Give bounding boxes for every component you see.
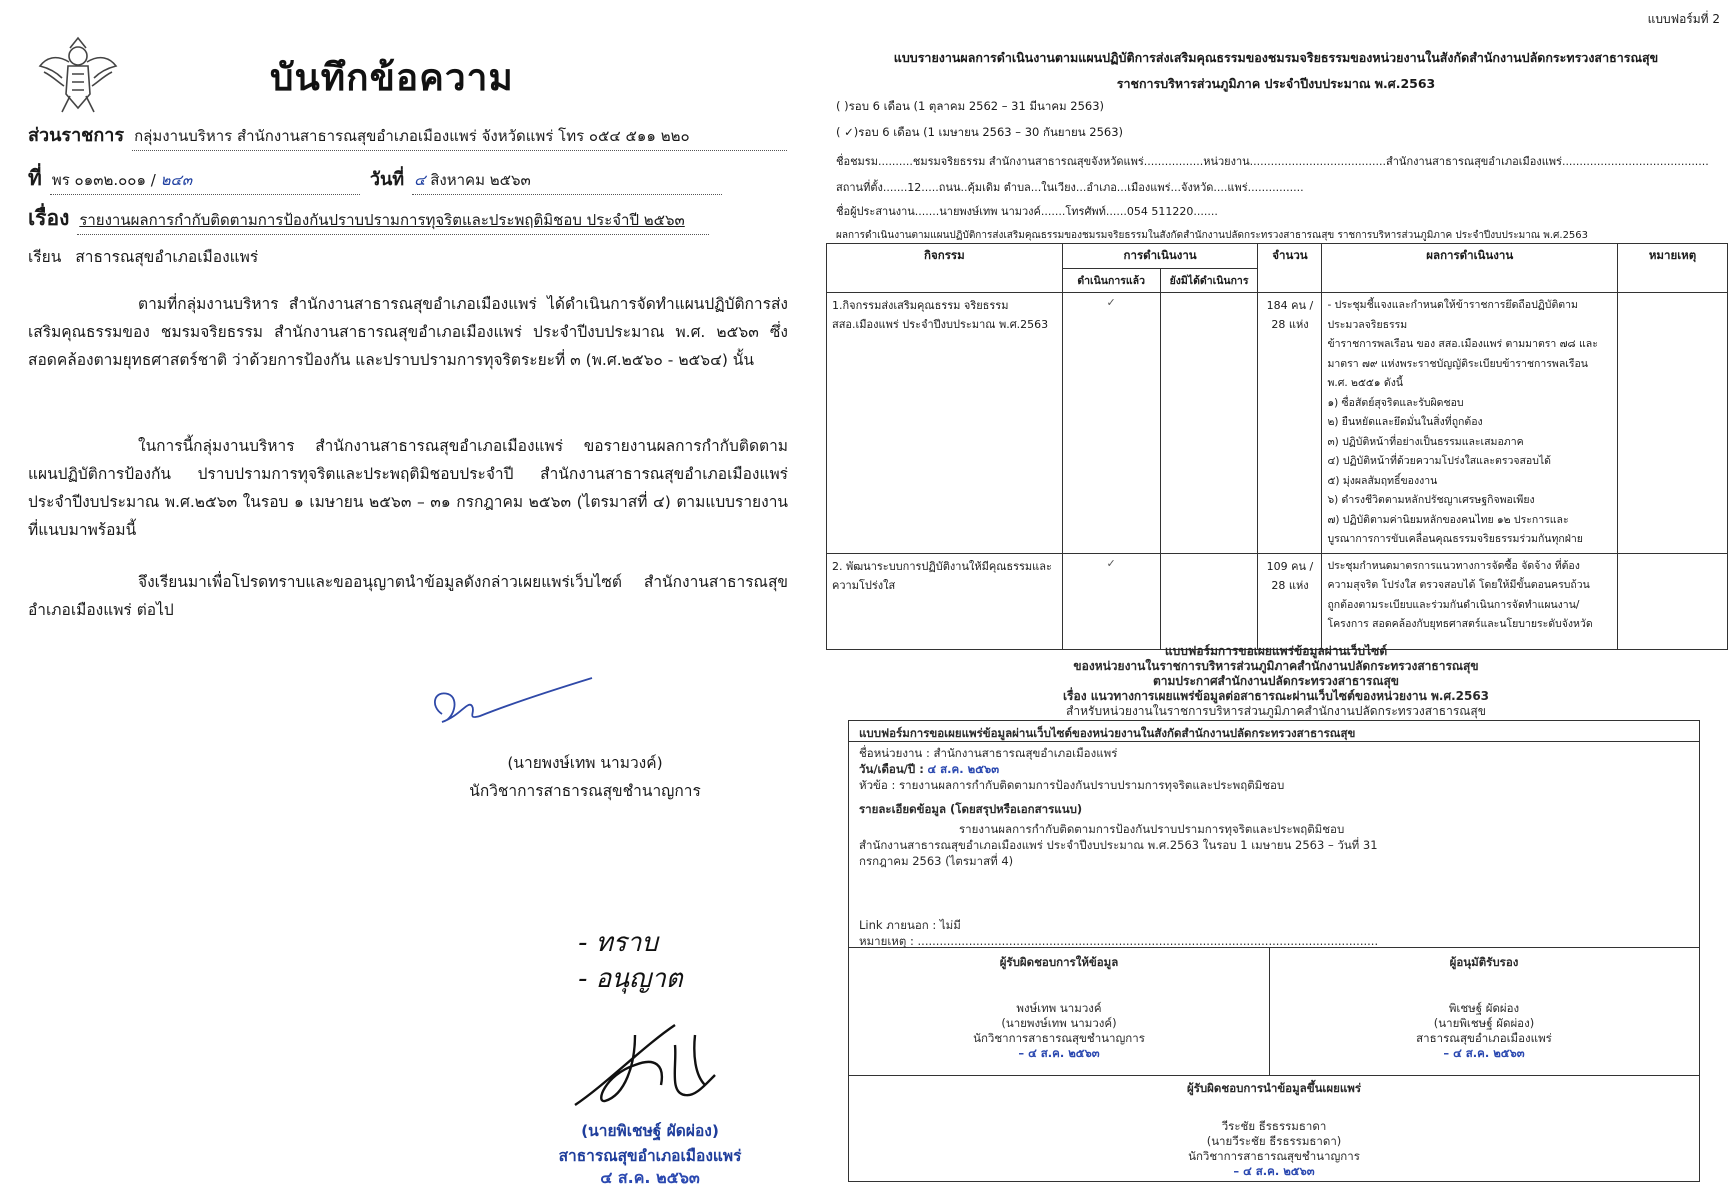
form-title-4: เรื่อง แนวทางการเผยแพร่ข้อมูลต่อสาธารณะผ่านเว็บไซต์ของหน่วยงาน พ.ศ.2563 [1062, 689, 1490, 703]
remark-line: หมายเหตุ : .............................................................................................................................. [859, 934, 1379, 948]
table-row [827, 293, 1728, 554]
form-title-1: แบบฟอร์มการขอเผยแพร่ข้อมูลผ่านเว็บไซต์ [1164, 644, 1388, 658]
reference-label: ที่ [28, 166, 42, 190]
form-box-title: แบบฟอร์มการขอเผยแพร่ข้อมูลผ่านเว็บไซต์ของหน่วยงานในสังกัดสำนักงานปลัดกระทรวงสาธารณสุข [859, 726, 1356, 740]
header-amount: จำนวน [1258, 244, 1322, 293]
summary-line: ผลการดำเนินงานตามแผนปฏิบัติการส่งเสริมคุณธรรมของชมรมจริยธรรมในสังกัดสำนักงานปลัดกระทรวงสาธารณสุข ราชการบริหารส่วนภูมิภาค ประจำปีงบประมาณ พ.ศ.2563 [836, 230, 1589, 241]
subject-row [28, 202, 709, 228]
header-notdone: ยังมิได้ดำเนินการ [1160, 269, 1258, 293]
signer-1-name: (นายพงษ์เทพ นามวงค์) [507, 754, 663, 772]
row-result: ประชุมกำหนดมาตรการแนวทางการจัดซื้อ จัดจ้าง ที่ต้อง ความสุจริต โปร่งใส ตรวจสอบได้ โดยให้มีขั้นตอนครบถ้วน ถูกต้องตามระเบียบและร่วมกันดำเนินการจัดทำแผนงาน/ โครงการ สอดคล้องกับยุทธศาสตร์และนโยบายระดับจังหวัด [1322, 553, 1618, 649]
form-divider [849, 741, 1699, 742]
subject-value: รายงานผลการกำกับติดตามการป้องกันปราบปรามการทุจริตและประพฤติมิชอบ ประจำปี ๒๕๖๓ [77, 208, 709, 235]
to-row [28, 244, 258, 270]
signer-1-position: นักวิชาการสาธารณสุขชำนาญการ [469, 782, 701, 800]
form-number: แบบฟอร์มที่ 2 [1647, 12, 1720, 26]
link-line: Link ภายนอก : ไม่มี [859, 918, 961, 932]
row-note [1618, 553, 1728, 649]
date-label: วันที่ [369, 169, 405, 190]
approval-note-1: - ทราบ [578, 928, 658, 958]
agency-row [28, 120, 787, 146]
address-line: สถานที่ตั้ง.......12.....ถนน..คุ้มเดิม ตำบล...ในเวียง...อำเภอ...เมืองแพร่...จังหวัด....แพร่................ [836, 181, 1304, 194]
approver-signature: พิเชษฐ์ ผัดผ่อง [1448, 1001, 1520, 1015]
detail-label: รายละเอียดข้อมูล (โดยสรุปหรือเอกสารแนบ) [859, 802, 1083, 816]
reference-handwritten: ๒๔๓ [160, 171, 193, 189]
header-operation: การดำเนินงาน [1062, 244, 1258, 269]
header-done: ดำเนินการแล้ว [1062, 269, 1160, 293]
approval-note-2: - อนุญาต [578, 964, 683, 994]
signature-1-icon [420, 676, 600, 736]
publisher-date: – ๔ ส.ค. ๒๕๖๓ [1233, 1164, 1315, 1178]
form-title-5: สำหรับหน่วยงานในราชการบริหารส่วนภูมิภาคสำนักงานปลัดกระทรวงสาธารณสุข [1066, 704, 1486, 718]
detail-line-1: รายงานผลการกำกับติดตามการป้องกันปราบปรามการทุจริตและประพฤติมิชอบ [959, 822, 1345, 836]
row-notdone [1160, 553, 1258, 649]
row-amount: 109 คน / 28 แห่ง [1258, 553, 1322, 649]
date-line: วัน/เดือน/ปี : ๔ ส.ค. ๒๕๖๓ [859, 762, 1000, 776]
unit-line: ชื่อหน่วยงาน : สำนักงานสาธารณสุขอำเภอเมืองแพร่ [859, 746, 1118, 760]
reference-row [28, 162, 722, 188]
row-done-check: ✓ [1062, 553, 1160, 649]
round-option-1: ( )รอบ 6 เดือน (1 ตุลาคม 2562 – 31 มีนาคม 2563) [836, 99, 1105, 113]
signature-2-icon [565, 1005, 735, 1115]
responsible-position: นักวิชาการสาธารณสุขชำนาญการ [973, 1031, 1145, 1045]
activity-table [826, 243, 1728, 650]
reference-value: พร ๐๑๓๒.๐๐๑ / ๒๔๓ [50, 168, 360, 195]
publisher-name: (นายวีระชัย ธีรธรรมธาดา) [1206, 1134, 1342, 1148]
signer-2-name: (นายพิเชษฐ์ ผัดผ่อง) [581, 1122, 719, 1140]
row-done-check: ✓ [1062, 293, 1160, 554]
header-note: หมายเหตุ [1618, 244, 1728, 293]
publisher-signature: วีระชัย ธีรธรรมธาดา [1221, 1119, 1327, 1133]
signer-2-date-stamp: ๔ ส.ค. ๒๕๖๓ [600, 1168, 700, 1186]
memo-paragraph-3: จึงเรียนมาเพื่อโปรดทราบและขออนุญาตนำข้อมูลดังกล่าวเผยแพร่เว็บไซต์ สำนักงานสาธารณสุขอำเภอเมืองแพร่ ต่อไป [28, 573, 788, 619]
row-notdone [1160, 293, 1258, 554]
table-row [827, 553, 1728, 649]
publisher-title: ผู้รับผิดชอบการนำข้อมูลขึ้นเผยแพร่ [1186, 1081, 1362, 1095]
header-result: ผลการดำเนินงาน [1322, 244, 1618, 293]
row-result: - ประชุมชี้แจงและกำหนดให้ข้าราชการยึดถือปฏิบัติตามประมวลจริยธรรม ข้าราชการพลเรือน ของ สสอ.เมืองแพร่ ตามมาตรา ๗๘ และ มาตรา ๗๙ แห่งพระราชบัญญัติระเบียบข้าราชการพลเรือน พ.ศ. ๒๕๕๑ ดังนี้ ๑) ซื่อสัตย์สุจริตและรับผิดชอบ ๒) ยืนหยัดและยึดมั่นในสิ่งที่ถูกต้อง ๓) ปฏิบัติหน้าที่อย่างเป็นธรรมและเสมอภาค ๔) ปฏิบัติหน้าที่ด้วยความโปร่งใสและตรวจสอบได้ ๕) มุ่งผลสัมฤทธิ์ของงาน ๖) ดำรงชีวิตตามหลักปรัชญาเศรษฐกิจพอเพียง ๗) ปฏิบัติตามค่านิยมหลักของคนไทย ๑๒ ประการและ บูรณาการการขับเคลื่อนคุณธรรมจริยธรรมร่วมกันทุกฝ่าย [1322, 293, 1618, 554]
responsible-date: – ๔ ส.ค. ๒๕๖๓ [1018, 1046, 1100, 1060]
publish-request-form [822, 640, 1730, 1186]
publisher-position: นักวิชาการสาธารณสุขชำนาญการ [1188, 1149, 1360, 1163]
round-option-2: ( ✓)รอบ 6 เดือน (1 เมษายน 2563 – 30 กันยายน 2563) [836, 125, 1124, 139]
memo-paragraph-2: ในการนี้กลุ่มงานบริหาร สำนักงานสาธารณสุขอำเภอเมืองแพร่ ขอรายงานผลการกำกับติดตาม แผนปฏิบัติการป้องกัน ปราบปรามการทุจริตและประพฤติมิชอบประจำปี สำนักงานสาธารณสุขอำเภอเมืองแพร่ ประจำปีงบประมาณ พ.ศ.๒๕๖๓ ในรอบ ๑ เมษายน ๒๕๖๓ – ๓๑ กรกฎาคม ๒๕๖๓ (ไตรมาสที่ ๔) ตามแบบรายงานที่แนบมาพร้อมนี้ [28, 437, 788, 539]
report-heading-2: ราชการบริหารส่วนภูมิภาค ประจำปีงบประมาณ พ.ศ.2563 [1116, 76, 1436, 91]
form-title-2: ของหน่วยงานในราชการบริหารส่วนภูมิภาคสำนักงานปลัดกระทรวงสาธารณสุข [1073, 659, 1479, 673]
responsible-title: ผู้รับผิดชอบการให้ข้อมูล [999, 955, 1119, 969]
responsible-name: (นายพงษ์เทพ นามวงค์) [1001, 1016, 1117, 1030]
row-activity: 2. พัฒนาระบบการปฏิบัติงานให้มีคุณธรรมและความโปร่งใส [827, 553, 1063, 649]
club-line: ชื่อชมรม..........ชมรมจริยธรรม สำนักงานสาธารณสุขจังหวัดแพร่.................หน่วยงาน.......................................สำนักงานสาธารณสุขอำเภอเมืองแพร่.......................................... [836, 155, 1709, 168]
topic-line: หัวข้อ : รายงานผลการกำกับติดตามการป้องกันปราบปรามการทุจริตและประพฤติมิชอบ [859, 778, 1285, 792]
approver-date: – ๔ ส.ค. ๒๕๖๓ [1443, 1046, 1525, 1060]
memo-document [0, 0, 820, 1186]
activity-report [822, 0, 1730, 640]
subject-label: เรื่อง [28, 206, 70, 230]
approver-title: ผู้อนุมัติรับรอง [1449, 955, 1519, 969]
memo-title: บันทึกข้อความ [270, 56, 514, 99]
memo-paragraph-1: ตามที่กลุ่มงานบริหาร สำนักงานสาธารณสุขอำเภอเมืองแพร่ ได้ดำเนินการจัดทำแผนปฏิบัติการส่งเสริมคุณธรรมของ ชมรมจริยธรรม สำนักงานสาธารณสุขอำเภอเมืองแพร่ ประจำปีงบประมาณ พ.ศ. ๒๕๖๓ ซึ่งสอดคล้องตามยุทธศาสตร์ชาติ ว่าด้วยการป้องกัน และปราบปรามการทุจริตระยะที่ ๓ (พ.ศ.๒๕๖๐ - ๒๕๖๔) นั้น [28, 295, 788, 369]
form-divider [849, 1075, 1699, 1076]
to-label: เรียน [28, 248, 62, 266]
signer-2-position: สาธารณสุขอำเภอเมืองแพร่ [558, 1147, 742, 1165]
garuda-emblem-icon [38, 36, 118, 114]
approver-position: สาธารณสุขอำเภอเมืองแพร่ [1416, 1031, 1552, 1045]
form-title-3: ตามประกาศสำนักงานปลัดกระทรวงสาธารณสุข [1152, 674, 1399, 688]
approver-name: (นายพิเชษฐ์ ผัดผ่อง) [1433, 1016, 1535, 1030]
date-value: ๔ สิงหาคม ๒๕๖๓ [412, 168, 722, 195]
detail-line-3: กรกฎาคม 2563 (ไตรมาสที่ 4) [859, 854, 1014, 868]
row-activity: 1.กิจกรรมส่งเสริมคุณธรรม จริยธรรม สสอ.เมืองแพร่ ประจำปีงบประมาณ พ.ศ.2563 [827, 293, 1063, 554]
form-divider [849, 947, 1699, 948]
header-activity: กิจกรรม [827, 244, 1063, 293]
detail-line-2: สำนักงานสาธารณสุขอำเภอเมืองแพร่ ประจำปีงบประมาณ พ.ศ.2563 ในรอบ 1 เมษายน 2563 – วันที่ 31 [859, 838, 1378, 852]
report-heading-1: แบบรายงานผลการดำเนินงานตามแผนปฏิบัติการส่งเสริมคุณธรรมของชมรมจริยธรรมของหน่วยงานในสังกัดสำนักงานปลัดกระทรวงสาธารณสุข [893, 50, 1659, 65]
form-box [848, 720, 1700, 1182]
to-value: สาธารณสุขอำเภอเมืองแพร่ [75, 248, 259, 266]
date-handwritten: ๔ [414, 171, 426, 189]
row-amount: 184 คน / 28 แห่ง [1258, 293, 1322, 554]
agency-label: ส่วนราชการ [28, 125, 125, 146]
row-note [1618, 293, 1728, 554]
coordinator-line: ชื่อผู้ประสานงาน.......นายพงษ์เทพ นามวงค์.......โทรศัพท์......054 511220....... [836, 205, 1218, 218]
agency-value: กลุ่มงานบริหาร สำนักงานสาธารณสุขอำเภอเมืองแพร่ จังหวัดแพร่ โทร ๐๕๔ ๕๑๑ ๒๒๐ [132, 124, 787, 151]
date-stamp: ๔ ส.ค. ๒๕๖๓ [927, 762, 1000, 776]
responsible-signature: พงษ์เทพ นามวงค์ [1016, 1001, 1102, 1015]
